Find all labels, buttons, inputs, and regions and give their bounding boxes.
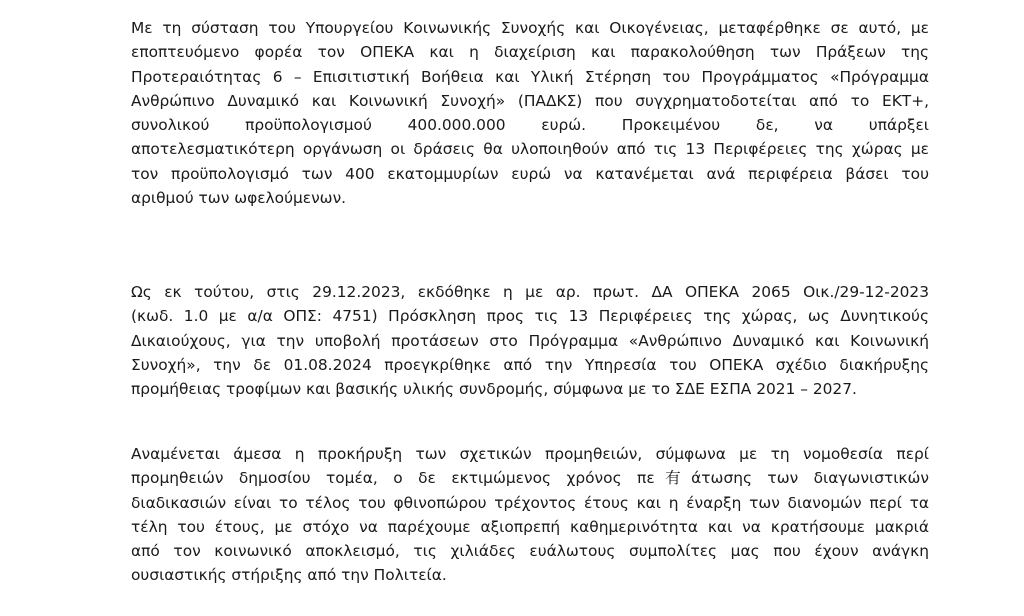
paragraph-2 — [131, 280, 929, 401]
paragraph-line: προμηθειών δημοσίου τομέα, ο δε εκτιμώμενος χρόνος πε有άτωσης των διαγωνιστικών — [131, 469, 929, 488]
paragraph-line: εποπτευόμενο φορέα τον ΟΠΕΚΑ και η διαχείριση και παρακολούθηση των Πράξεων της — [131, 43, 929, 62]
paragraph-line: ουσιαστικής στήριξης από την Πολιτεία. — [131, 566, 447, 585]
paragraph-3 — [131, 442, 929, 588]
paragraph-line: (κωδ. 1.0 με α/α ΟΠΣ: 4751) Πρόσκληση προς τις 13 Περιφέρειες της χώρας, ως Δυνητικούς — [131, 307, 929, 326]
paragraph-line: από τον κοινωνικό αποκλεισμό, τις χιλιάδες ευάλωτους συμπολίτες μας που έχουν ανάγκη — [131, 542, 929, 561]
paragraph-line: διαδικασιών είναι το τέλος του φθινοπώρου τρέχοντος έτους και η έναρξη των διανομών περί τα — [131, 493, 929, 512]
paragraph-line: Με τη σύσταση του Υπουργείου Κοινωνικής Συνοχής και Οικογένειας, μεταφέρθηκε σε αυτό, με — [131, 19, 929, 37]
paragraph-line: τον προϋπολογισμό των 400 εκατομμυρίων ευρώ να κατανέμεται ανά περιφέρεια βάσει του — [131, 164, 929, 183]
paragraph-1 — [131, 16, 929, 210]
paragraph-line: Προτεραιότητας 6 – Επισιτιστική Βοήθεια και Υλική Στέρηση του Προγράμματος «Πρόγραμμα — [131, 67, 929, 86]
paragraph-line: Αναμένεται άμεσα η προκήρυξη των σχετικών προμηθειών, σύμφωνα με τη νομοθεσία περί — [131, 445, 929, 463]
paragraph-line: Ως εκ τούτου, στις 29.12.2023, εκδόθηκε η με αρ. πρωτ. ΔΑ ΟΠΕΚΑ 2065 Οικ./29-12-2023 — [131, 283, 929, 301]
paragraph-line: προμήθειας τροφίμων και βασικής υλικής συνδρομής, σύμφωνα με το ΣΔΕ ΕΣΠΑ 2021 – 2027. — [131, 380, 857, 399]
paragraph-line: τέλη του έτους, με στόχο να παρέχουμε αξιοπρεπή καθημερινότητα και να κρατήσουμε μακριά — [131, 517, 929, 536]
paragraph-line: αποτελεσματικότερη οργάνωση οι δράσεις θα υλοποιηθούν από τις 13 Περιφέρειες της χώρας με — [131, 140, 929, 159]
paragraph-line: Δικαιούχους, για την υποβολή προτάσεων στο Πρόγραμμα «Ανθρώπινο Δυναμικό και Κοινωνική — [131, 331, 929, 350]
paragraph-line: συνολικού προϋπολογισμού 400.000.000 ευρώ. Προκειμένου δε, να υπάρξει — [131, 116, 929, 135]
paragraph-line: Συνοχή», την δε 01.08.2024 προεγκρίθηκε από την Υπηρεσία του ΟΠΕΚΑ σχέδιο διακήρυξης — [131, 355, 929, 374]
paragraph-line: αριθμού των ωφελούμενων. — [131, 189, 347, 208]
paragraph-line: Ανθρώπινο Δυναμικό και Κοινωνική Συνοχή» (ΠΑΔΚΣ) που συγχρηματοδοτείται από το ΕΚΤ+, — [131, 91, 929, 110]
